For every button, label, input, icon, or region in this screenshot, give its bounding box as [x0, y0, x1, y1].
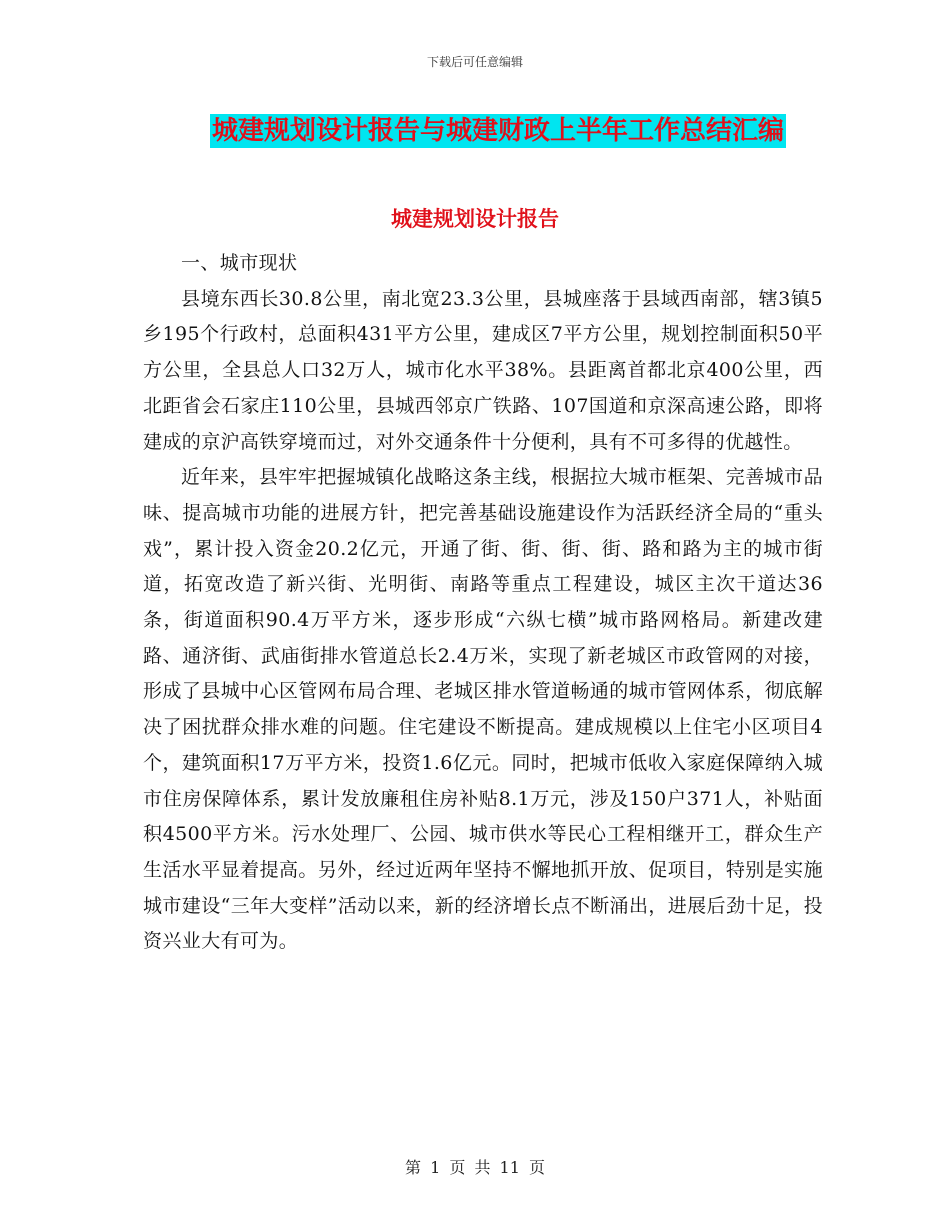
paragraph: 县境东西长30.8公里，南北宽23.3公里，县城座落于县域西南部，辖3镇5乡195个行政村，总面积431平方公里，建成区7平方公里，规划控制面积50平方公里，全县总人口32万人，城市化水平38%。县距离首都北京400公里，西北距省会石家庄110公里，县城西邻京广铁路、107国道和京深高速公路，即将建成的京沪高铁穿境而过，对外交通条件十分便利，具有不可多得的优越性。 — [143, 287, 823, 453]
paragraph: 近年来，县牢牢把握城镇化战略这条主线，根据拉大城市框架、完善城市品味、提高城市功能的进展方针，把完善基础设施建设作为活跃经济全局的“重头戏”，累计投入资金20.2亿元，开通了街、街、街、街、路和路为主的城市街道，拓宽改造了新兴街、光明街、南路等重点工程建设，城区主次干道达36条，街道面积90.4万平方米，逐步形成“六纵七横”城市路网格局。新建改建路、通济街、武庙街排水管道总长2.4万米，实现了新老城区市政管网的对接，形成了县城中心区管网布局合理、老城区排水管道畅通的城市管网体系，彻底解决了困扰群众排水难的问题。住宅建设不断提高。建成规模以上住宅小区项目4个，建筑面积17万平方米，投资1.6亿元。同时，把城市低收入家庭保障纳入城市住房保障体系，累计发放廉租住房补贴8.1万元，涉及150户371人，补贴面积4500平方米。污水处理厂、公园、城市供水等民心工程相继开工，群众生产生活水平显着提高。另外，经过近两年坚持不懈地抓开放、促项目，特别是实施城市建设“三年大变样”活动以来，新的经济增长点不断涌出，进展后劲十足，投资兴业大有可为。 — [143, 466, 823, 953]
section-title: 城建规划设计报告 — [391, 206, 559, 231]
header-note: 下载后可任意编辑 — [426, 55, 523, 69]
document-title — [0, 110, 950, 147]
document-body — [143, 246, 823, 960]
page-number: 第 1 页 共 11 页 — [405, 1158, 545, 1177]
document-title-text: 城建规划设计报告与城建财政上半年工作总结汇编 — [211, 116, 784, 146]
section-heading: 一、城市现状 — [181, 252, 298, 274]
